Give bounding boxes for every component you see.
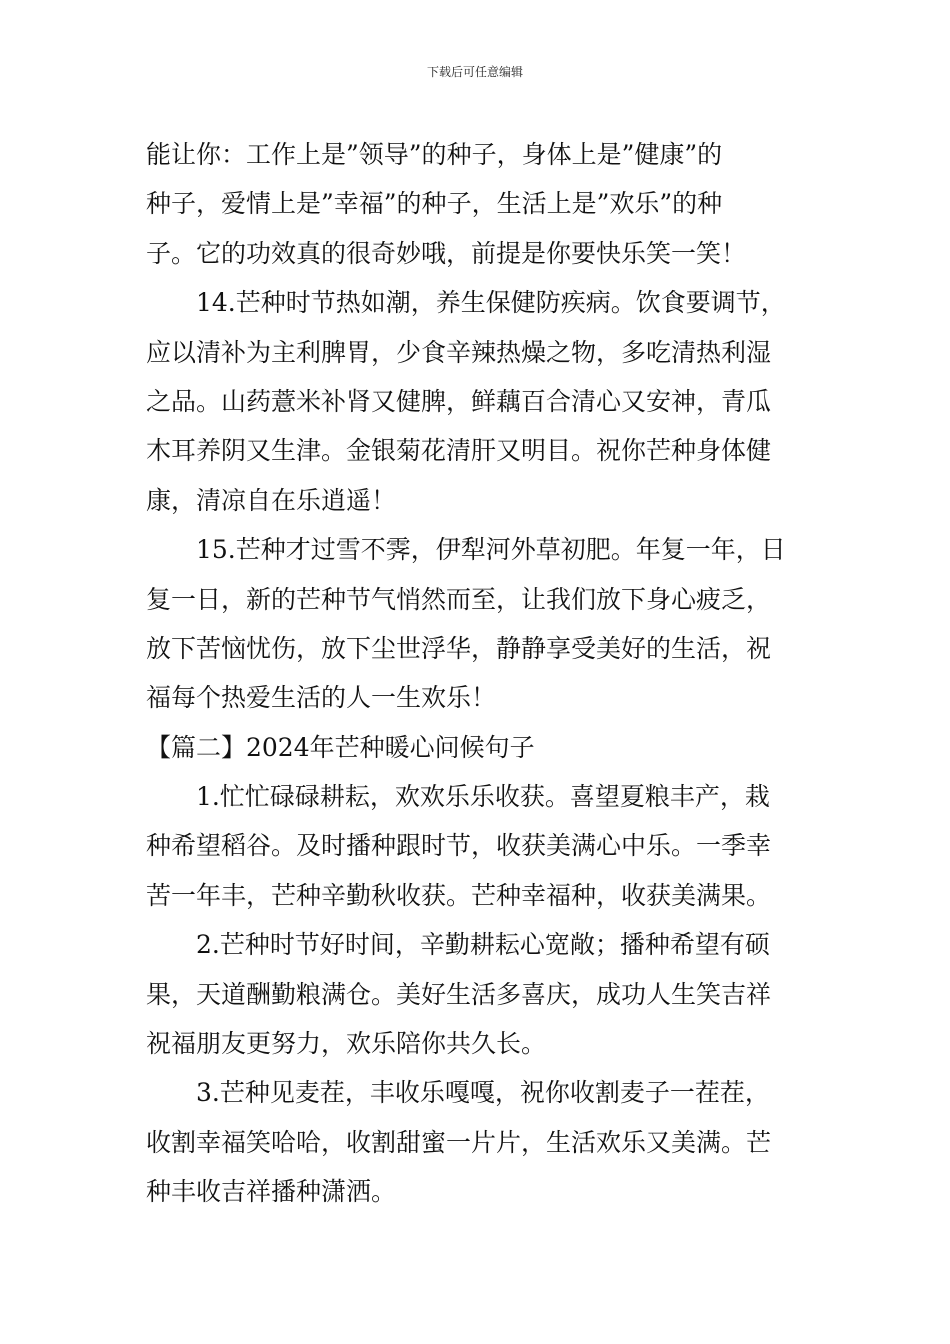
text-line: 能让你：工作上是”领导”的种子，身体上是”健康”的: [146, 140, 723, 169]
text-line: 种子，爱情上是”幸福”的种子，生活上是”欢乐”的种: [146, 189, 723, 219]
text-line: 收割幸福笑哈哈，收割甜蜜一片片，生活欢乐又美满。芒: [146, 1127, 772, 1157]
paragraph-3-start: 3.芒种见麦茬，丰收乐嘎嘎，祝你收割麦子一茬茬，: [196, 1078, 770, 1108]
text-line: 应以清补为主利脾胃，少食辛辣热燥之物，多吃清热利湿: [146, 337, 772, 367]
text-line: 放下苦恼忧伤，放下尘世浮华，静静享受美好的生活，祝: [146, 633, 772, 663]
text-line: 祝福朋友更努力，欢乐陪你共久长。: [146, 1029, 547, 1059]
text-line: 康，清凉自在乐逍遥！: [146, 485, 397, 515]
document-body: [146, 130, 812, 1217]
text-line: 木耳养阴又生津。金银菊花清肝又明目。祝你芒种身体健: [146, 436, 772, 466]
text-line: 复一日，新的芒种节气悄然而至，让我们放下身心疲乏，: [146, 584, 772, 614]
text-line: 种丰收吉祥播种潇洒。: [146, 1177, 397, 1207]
text-line: 种希望稻谷。及时播种跟时节，收获美满心中乐。一季幸: [146, 831, 772, 861]
paragraph-2-start: 2.芒种时节好时间，辛勤耕耘心宽敞；播种希望有硕: [196, 930, 770, 960]
page-header: 下载后可任意编辑: [426, 65, 523, 79]
text-line: 子。它的功效真的很奇妙哦，前提是你要快乐笑一笑！: [146, 238, 747, 268]
text-line: 之品。山药薏米补肾又健脾，鲜藕百合清心又安神，青瓜: [146, 386, 772, 416]
section-heading: 【篇二】2024年芒种暖心问候句子: [146, 732, 535, 762]
paragraph-1-start: 1.忙忙碌碌耕耘，欢欢乐乐收获。喜望夏粮丰产，栽: [196, 782, 770, 812]
text-line: 苦一年丰，芒种辛勤秋收获。芒种幸福种，收获美满果。: [146, 880, 772, 910]
text-line: 福每个热爱生活的人一生欢乐！: [146, 683, 497, 713]
paragraph-15-start: 15.芒种才过雪不霁，伊犁河外草初肥。年复一年，日: [196, 535, 786, 565]
paragraph-14-start: 14.芒种时节热如潮，养生保健防疾病。饮食要调节，: [196, 288, 786, 318]
text-line: 果，天道酬勤粮满仓。美好生活多喜庆，成功人生笑吉祥: [146, 979, 772, 1009]
